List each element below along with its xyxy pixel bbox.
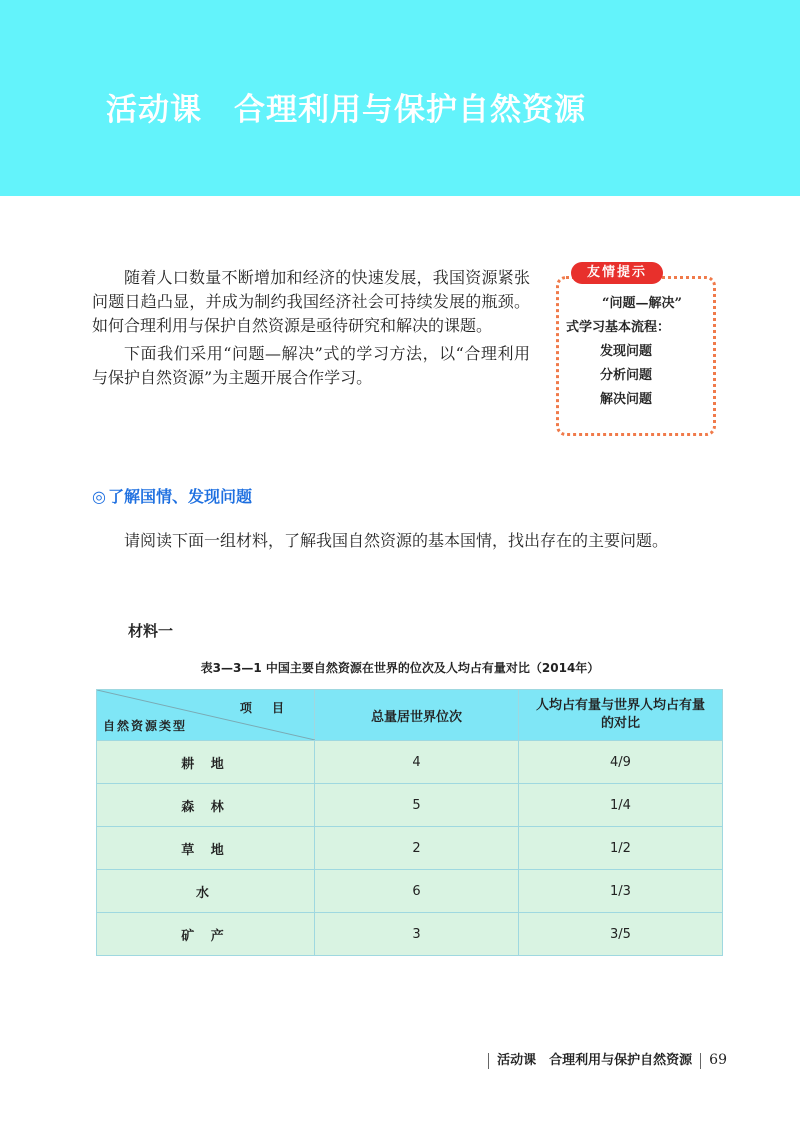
table-row	[97, 913, 723, 956]
header-banner	[0, 0, 800, 196]
intro-text	[92, 266, 530, 390]
double-circle-icon: ◎	[92, 487, 106, 506]
header-rank: 总量居世界位次	[315, 690, 519, 741]
section-heading-text: 了解国情、发现问题	[107, 487, 252, 506]
resource-ratio: 1/3	[519, 870, 723, 913]
tip-step-1: 发现问题	[600, 344, 653, 359]
tip-line-1: “问题—解决”	[602, 296, 682, 311]
table-row	[97, 784, 723, 827]
resource-name: 森 林	[97, 784, 315, 827]
resource-rank: 3	[315, 913, 519, 956]
resource-rank: 2	[315, 827, 519, 870]
table-row	[97, 870, 723, 913]
table-header-row	[97, 690, 723, 741]
resource-ratio: 4/9	[519, 741, 723, 784]
material-label: 材料一	[128, 622, 174, 640]
resource-table	[96, 689, 723, 956]
table-row	[97, 741, 723, 784]
resource-rank: 4	[315, 741, 519, 784]
footer-divider	[488, 1053, 489, 1069]
resource-rank: 6	[315, 870, 519, 913]
header-ratio	[519, 690, 723, 741]
page-number: 69	[709, 1052, 727, 1068]
tip-content	[566, 292, 712, 412]
header-ratio-line-2: 的对比	[600, 716, 640, 731]
resource-name: 耕 地	[97, 741, 315, 784]
resource-ratio: 1/2	[519, 827, 723, 870]
footer-divider	[700, 1053, 701, 1069]
resource-name: 草 地	[97, 827, 315, 870]
resource-rank: 5	[315, 784, 519, 827]
tip-step-3: 解决问题	[600, 392, 653, 407]
lesson-title: 活动课 合理利用与保护自然资源	[106, 92, 586, 128]
tip-badge: 友情提示	[571, 262, 663, 284]
header-ratio-line-1: 人均占有量与世界人均占有量	[535, 698, 705, 713]
resource-ratio: 3/5	[519, 913, 723, 956]
tip-line-2: 式学习基本流程：	[566, 320, 671, 335]
header-type-label: 自然资源类型	[103, 719, 188, 733]
reading-instruction: 请阅读下面一组材料，了解我国自然资源的基本国情，找出存在的主要问题。	[124, 531, 669, 550]
header-item-label: 项 目	[239, 701, 292, 715]
footer-title: 活动课 合理利用与保护自然资源	[497, 1053, 693, 1068]
resource-name: 矿 产	[97, 913, 315, 956]
header-diagonal-cell	[97, 690, 315, 741]
page-footer	[0, 1049, 727, 1069]
intro-paragraph-1: 随着人口数量不断增加和经济的快速发展，我国资源紧张问题日趋凸显，并成为制约我国经济社会可持续发展的瓶颈。如何合理利用与保护自然资源是亟待研究和解决的课题。	[92, 268, 530, 335]
section-heading	[92, 484, 252, 507]
resource-ratio: 1/4	[519, 784, 723, 827]
tip-step-2: 分析问题	[600, 368, 653, 383]
resource-name: 水	[97, 870, 315, 913]
intro-paragraph-2: 下面我们采用“问题—解决”式的学习方法，以“合理利用与保护自然资源”为主题开展合作学习。	[92, 344, 530, 387]
table-caption: 表3—3—1 中国主要自然资源在世界的位次及人均占有量对比（2014年）	[200, 661, 600, 675]
table-row	[97, 827, 723, 870]
